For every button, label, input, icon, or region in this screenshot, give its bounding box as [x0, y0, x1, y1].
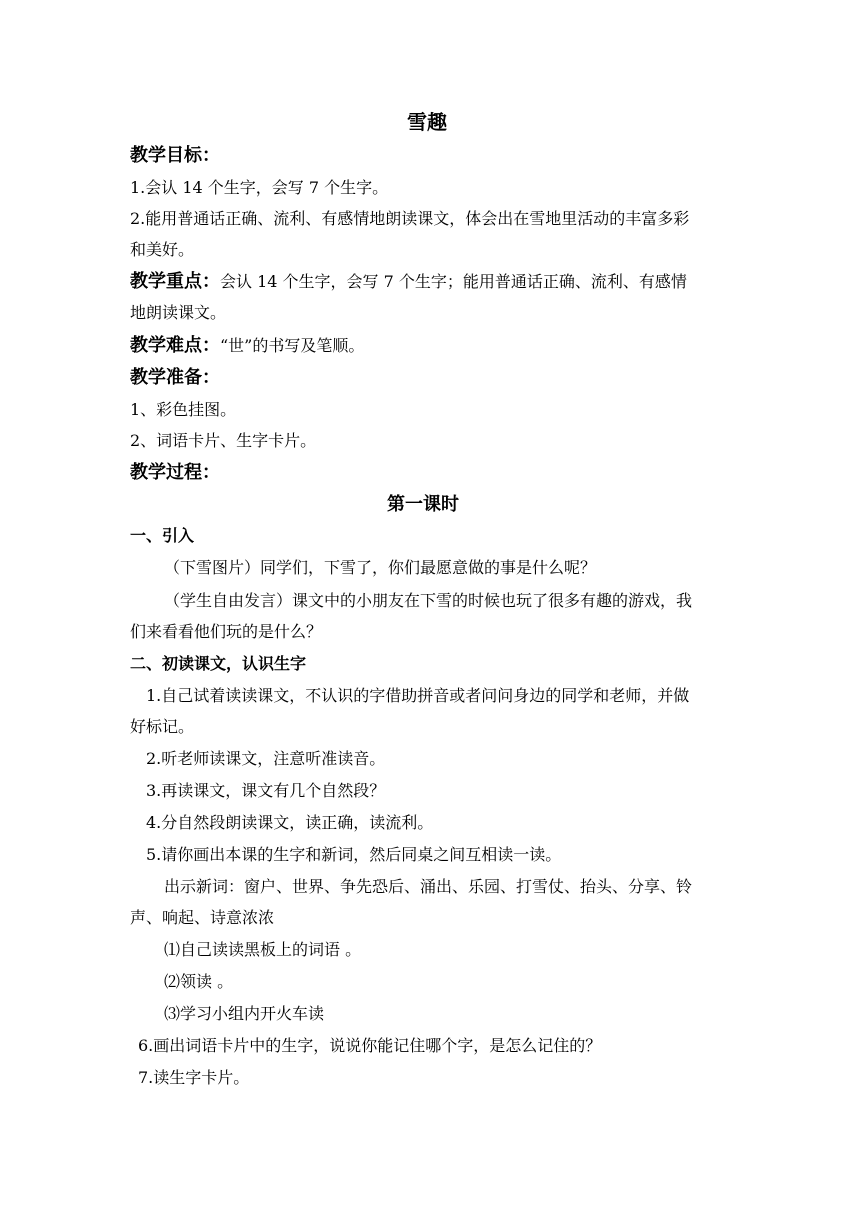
- section1-line-1: （下雪图片）同学们，下雪了，你们最愿意做的事是什么呢？: [164, 558, 597, 577]
- process-heading: 教学过程：: [130, 462, 220, 483]
- section2-line-10: ⑵领读 。: [164, 972, 234, 991]
- section2-line-4: 3.再读课文，课文有几个自然段？: [146, 781, 386, 800]
- section2-line-9: ⑴自己读读黑板上的词语 。: [164, 940, 362, 959]
- section2-line-6: 5.请你画出本课的生字和新词，然后同桌之间互相读一读。: [146, 845, 562, 864]
- document-title: 雪趣: [407, 110, 447, 134]
- difficulties-line: [130, 335, 364, 357]
- key-points-text: 会认 14 个生字，会写 7 个生字；能用普通话正确、流利、有感情: [220, 272, 687, 291]
- section2-line-3: 2.听老师读课文，注意听准读音。: [146, 749, 386, 768]
- key-points-line1: [130, 271, 687, 293]
- lesson-title: 第一课时: [387, 494, 459, 515]
- section2-line-5: 4.分自然段朗读课文，读正确，读流利。: [146, 813, 434, 832]
- section2-heading: 二、初读课文，认识生字: [130, 654, 307, 673]
- section1-heading: 一、引入: [130, 526, 195, 545]
- key-points-line2: 地朗读课文。: [130, 303, 227, 322]
- difficulties-heading: 教学难点：: [130, 335, 220, 356]
- difficulties-text: “世”的书写及笔顺。: [220, 336, 365, 355]
- objective-item-2-cont: 和美好。: [130, 240, 195, 259]
- section2-line-13: 7.读生字卡片。: [138, 1068, 250, 1087]
- section2-line-1: 1.自己试着读读课文，不认识的字借助拼音或者问问身边的同学和老师，并做: [146, 686, 690, 705]
- section1-line-2: （学生自由发言）课文中的小朋友在下雪的时候也玩了很多有趣的游戏，我: [164, 591, 693, 610]
- objective-item-2: 2.能用普通话正确、流利、有感情地朗读课文，体会出在雪地里活动的丰富多彩: [130, 209, 690, 228]
- section2-line-7: 出示新词：窗户、世界、争先恐后、涌出、乐园、打雪仗、抬头、分享、铃: [164, 877, 693, 896]
- objectives-heading: 教学目标：: [130, 145, 220, 166]
- section2-line-2: 好标记。: [130, 717, 195, 736]
- section1-line-3: 们来看看他们玩的是什么？: [130, 622, 323, 641]
- section2-line-12: 6.画出词语卡片中的生字，说说你能记住哪个字，是怎么记住的？: [138, 1036, 602, 1055]
- objective-item-1: 1.会认 14 个生字，会写 7 个生字。: [130, 178, 389, 197]
- preparation-item-1: 1、彩色挂图。: [130, 400, 237, 419]
- preparation-heading: 教学准备：: [130, 367, 220, 388]
- section2-line-8: 声、响起、诗意浓浓: [130, 908, 275, 927]
- section2-line-11: ⑶学习小组内开火车读: [164, 1004, 325, 1023]
- key-points-heading: 教学重点：: [130, 271, 220, 292]
- preparation-item-2: 2、词语卡片、生字卡片。: [130, 431, 317, 450]
